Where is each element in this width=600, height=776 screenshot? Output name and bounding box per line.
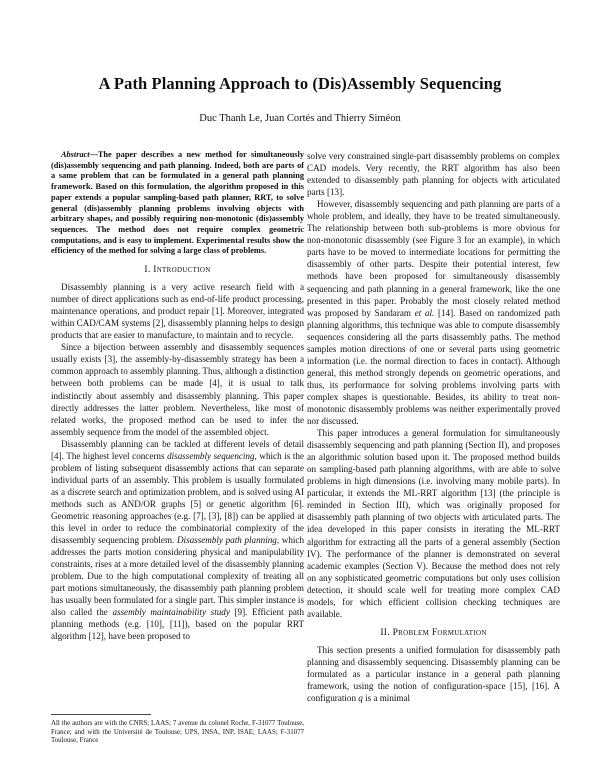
intro-paragraph-4 [307,198,560,427]
intro-paragraph-2: Since a bijection between assembly and disassembly sequences usually exists [3], the assembly-by-disassembly strategy has been a common approach to assembly planning. Thus, although a distinction between both problems can be made [4], it is usual to talk indistinctly about assembly and disassembly planning. This paper directly addresses the latter problem. Nevertheless, like most of related works, the proposed method can be used to infer the assembly sequence from the model of the assembled object. [51,342,304,437]
text-run: is a minimal [362,693,411,704]
intro-paragraph-5: This paper introduces a general formulation for simultaneously disassembly sequencing and path planning (Section II), and proposes an algorithmic solution based upon it. The proposed method builds on sampling-based path planning algorithms, with are able to solve problems in high dimensions (i.e. involving many mobile parts). In particular, it extends the ML-RRT algorithm [13] (the principle is reminded in Section III), which was originally proposed for disassembly path planning of two objects with articulated parts. The idea developed in this paper consists in iterating the ML-RRT algorithm for extracting all the parts of a general assembly (Section IV). The performance of the planner is demonstrated on several academic examples (Section V). Because the method does not rely on any sophisticated geometric computations but only uses collision detection, it should scale well for treating more complex CAD models, for which efficient collision checking techniques are available. [307,428,560,619]
emphasis-maintainability-study: assembly maintainability study [112,607,230,618]
abstract [51,150,304,257]
text-run: Disassembly planning can be tackled at different levels of detail [4]. The highest level concerns [51,438,304,461]
left-column [51,150,304,642]
intro-paragraph-1: Disassembly planning is a very active research field with a number of direct applications such as end-of-life product processing, maintenance operations, and product repair [1]. Moreover, integrated within CAD/CAM systems [2], disassembly planning helps to design products that are easier to manufacture, to maintain and to recycle. [51,282,304,341]
author-affiliation-footnote: All the authors are with the CNRS; LAAS; 7 avenue du colonel Roche, F-31077 Toulouse, France; and with the Université de Toulouse; UPS, INSA, INP, ISAE; LAAS; F-31077 Toulouse, France [51,720,304,745]
emphasis-q: q [358,693,363,704]
section-heading-problem-formulation: II. Problem Formulation [380,627,487,638]
text-run: This section presents a unified formulation for disassembly path planning and disassembly sequencing. Disassembly planning can be formulated as a particular instance in a general path planning framework, using the notion of configuration-space [15], [16]. A configuration [307,644,560,704]
footnote-rule [51,714,151,715]
text-run: However, disassembly sequencing and path planning are parts of a whole problem, and ideally, they have to be treated simultaneously. The relationship between both sub-problems is more obvious for non-monotonic disassembly (see Figure 3 for an example), in which parts have to be moved to intermediate locations for permitting the disassembly of other parts. Despite their potential interest, few methods have been proposed for simultaneously disassembly sequencing and path planning in a general framework, like the one presented in this paper. Probably the most closely related method was proposed by Sandaram [307,199,560,318]
emphasis-disassembly-sequencing: disassembly sequencing [167,450,255,461]
intro-paragraph-continued: solve very constrained single-part disassembly problems on complex CAD models. Very recently, the RRT algorithm has also been extended to disassembly path planning for objects with articulated parts [13]. [307,151,560,198]
intro-paragraph-3 [51,438,304,643]
abstract-text: —The paper describes a new method for simultaneously (dis)assembly sequencing and path planning. Indeed, both are parts of a same problem that can be formulated in a general path planning framework. Based on this formulation, the algorithm proposed in this paper extends a popular sampling-based path planner, RRT, to solve general (dis)assembly planning problems involving objects with arbitrary shapes, and possibly requiring non-monotonic (dis)assembly sequences. The method does not require complex geometric computations, and is easy to implement. Experimental results show the efficiency of the method for solving a large class of problems. [51,150,304,256]
text-run: [14]. Based on randomized path planning algorithms, this technique was able to compute disassembly sequences considering all the parts disassembly paths. The method samples motion directions of one or several parts using geometric information (i.e. the normal direction to faces in contact). Although general, this method strongly depends on geometric operations, and thus, its performance for solving problems involving parts with complex shapes is questionable. Besides, its ability to treat non-monotonic disassembly problems was neither experimentally proved nor discussed. [307,307,560,427]
emphasis-disassembly-path-planning: Disassembly path planning [176,535,277,546]
right-column [307,150,560,704]
emphasis-et-al: et al. [414,307,435,318]
section-heading-introduction: I. Introduction [144,265,211,276]
text-run: [9]. Efficient path planning methods (e.g. [10], [11]), based on the popular RRT algorithm [12], have been proposed to [51,607,305,642]
formulation-paragraph-1 [307,644,560,704]
text-run: , which is the problem of listing subsequent disassembly actions that can separate individual parts of an assembly. This problem is usually formulated as a discrete search and optimization problem, and is solved using AI methods such as AND/OR graphs [5] or genetic algorithm [6]. Geometric reasoning approaches (e.g. [7], [3], [8]) can be applied at this level in order to reduce the combinatorial complexity of the disassembly sequencing problem. [51,450,304,546]
text-run: , which addresses the parts motion considering physical and manipulability constraints, rises at a more detailed level of the disassembly planning problem. Due to the high computational complexity of treating all part motions simultaneously, the disassembly path planning problem has usually been formulated for a single part. This simpler instance is also called the [51,535,304,618]
paper-title: A Path Planning Approach to (Dis)Assembly Sequencing [98,74,502,93]
abstract-label: Abstract [61,150,90,159]
paper-authors: Duc Thanh Le, Juan Cortés and Thierry Siméon [199,113,401,124]
